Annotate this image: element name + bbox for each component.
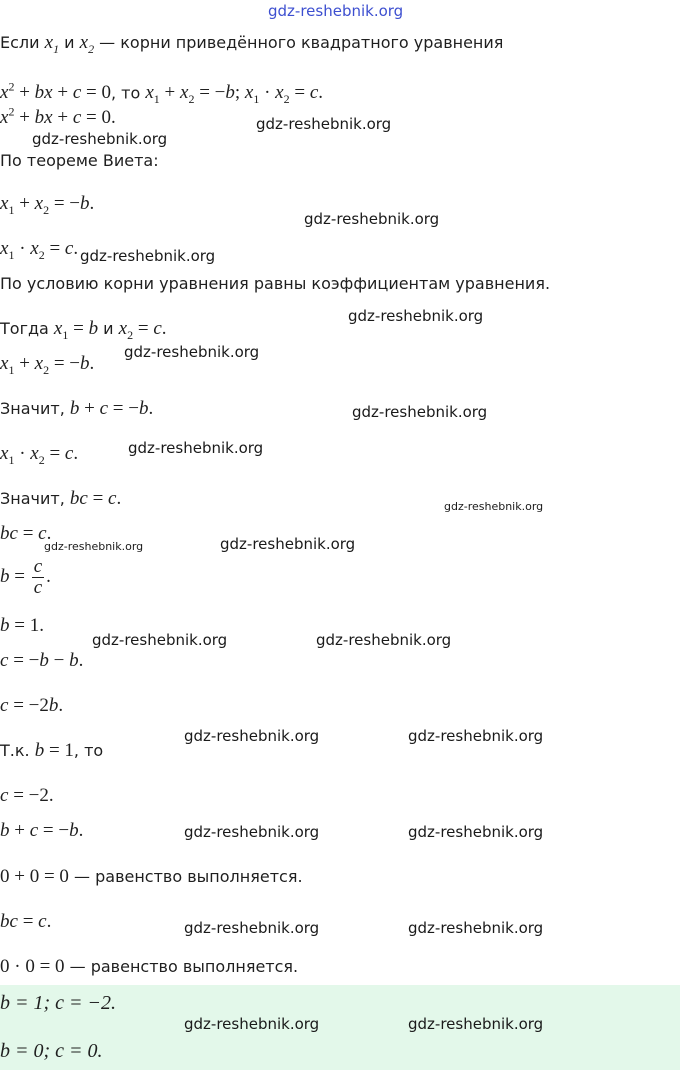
check-zero-product: 0 · 0 = 0 — равенство выполняется.	[0, 956, 299, 977]
vieta-heading: По теореме Виета:	[0, 151, 159, 170]
answer-line-2: b = 0; c = 0.	[0, 1040, 103, 1062]
equation-c-expr: c = −b − b.	[0, 650, 84, 671]
watermark: gdz-reshebnik.org	[44, 540, 144, 553]
watermark: gdz-reshebnik.org	[408, 919, 544, 937]
equation-b-1: b = 1.	[0, 615, 44, 636]
watermark: gdz-reshebnik.org	[316, 631, 452, 649]
equation-sum: $x_1 + x_2 = -b$.	[0, 193, 95, 217]
equation-c-2b: c = −2b.	[0, 695, 64, 716]
equation-c-minus-2: c = −2.	[0, 785, 54, 806]
therefore-sum: Значит, b + c = −b.	[0, 398, 154, 419]
watermark: gdz-reshebnik.org	[80, 247, 216, 265]
watermark: gdz-reshebnik.org	[408, 823, 544, 841]
watermark: gdz-reshebnik.org	[256, 115, 392, 133]
since-b-1: Т.к. b = 1, то	[0, 740, 104, 761]
watermark: gdz-reshebnik.org	[352, 403, 488, 421]
watermark: gdz-reshebnik.org	[220, 535, 356, 553]
equation-sum-2: $x_1 + x_2 = -b$.	[0, 353, 95, 377]
watermark: gdz-reshebnik.org	[348, 307, 484, 325]
watermark: gdz-reshebnik.org	[408, 1015, 544, 1033]
then-roots: Тогда $x_1 = b$ и $x_2 = c$.	[0, 318, 167, 342]
watermark: gdz-reshebnik.org	[32, 130, 168, 148]
watermark: gdz-reshebnik.org	[92, 631, 228, 649]
watermark: gdz-reshebnik.org	[184, 1015, 320, 1033]
watermark: gdz-reshebnik.org	[124, 343, 260, 361]
watermark: gdz-reshebnik.org	[184, 919, 320, 937]
watermark: gdz-reshebnik.org	[184, 823, 320, 841]
condition-text: По условию корни уравнения равны коэффициентам уравнения.	[0, 274, 551, 293]
watermark: gdz-reshebnik.org	[444, 500, 544, 513]
equation-quadratic: $x^2$ + bx + c = 0.	[0, 105, 116, 129]
therefore-product: Значит, bc = c.	[0, 488, 122, 509]
watermark: gdz-reshebnik.org	[184, 727, 320, 745]
equation-bc: bc = c.	[0, 523, 52, 544]
watermark: gdz-reshebnik.org	[128, 439, 264, 457]
check-sum: b + c = −b.	[0, 820, 84, 841]
check-product: bc = c.	[0, 911, 52, 932]
answer-line-1: b = 1; c = −2.	[0, 992, 117, 1014]
intro-line: Если $x_1$ и $x_2$ — корни приведённого квадратного уравнения	[0, 32, 504, 56]
watermark: gdz-reshebnik.org	[304, 210, 440, 228]
site-watermark-header: gdz-reshebnik.org	[268, 2, 404, 20]
equation-product: $x_1 \cdot x_2 = c$.	[0, 238, 79, 262]
check-zero-sum: 0 + 0 = 0 — равенство выполняется.	[0, 866, 303, 887]
equation-product-2: $x_1 \cdot x_2 = c$.	[0, 443, 79, 467]
watermark: gdz-reshebnik.org	[408, 727, 544, 745]
equation-b-fraction: b = $\frac{c}{c}$ .	[0, 556, 51, 599]
equation-vieta-statement: $x^2$ + bx + c = 0, то $x_1 + x_2 = -b$; $x_1 \cdot x_2 = c$.	[0, 80, 324, 107]
